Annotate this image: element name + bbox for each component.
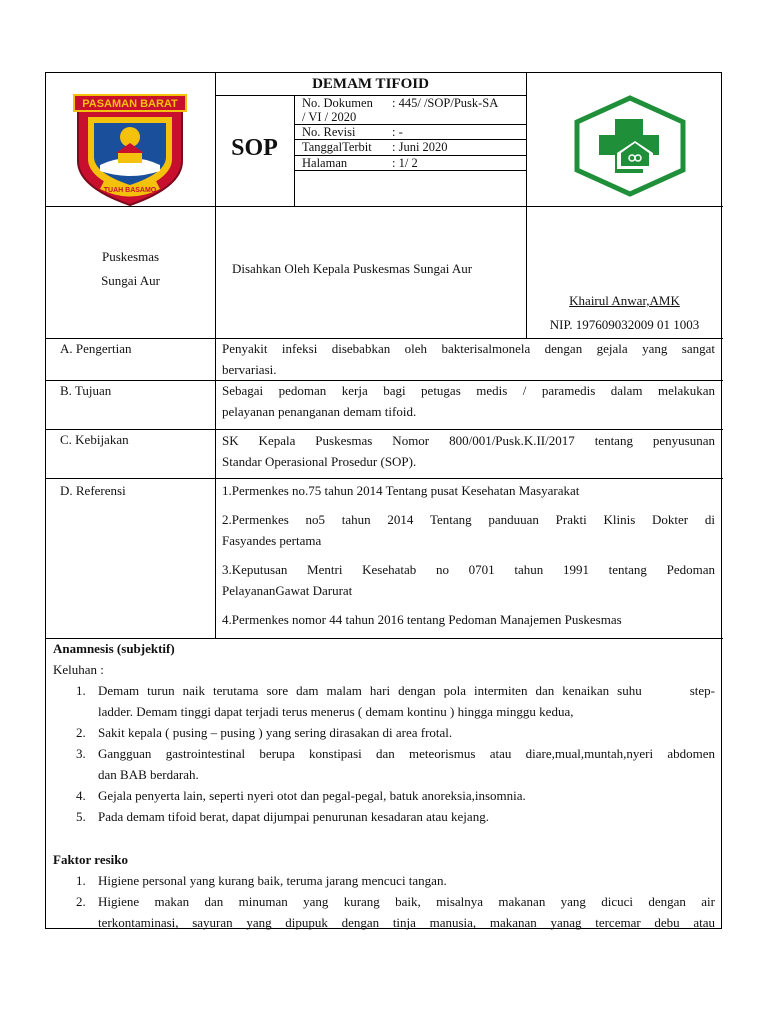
signer-nip: NIP. 197609032009 01 1003 bbox=[549, 317, 700, 332]
list-item bbox=[53, 743, 715, 785]
revision-value: : - bbox=[392, 125, 403, 139]
section-label-pengertian: A. Pengertian bbox=[60, 341, 132, 356]
page-label: Halaman bbox=[302, 156, 348, 170]
list-number: 1. bbox=[76, 873, 86, 888]
org-name-line2: Sungai Aur bbox=[101, 273, 160, 288]
list-number: 2. bbox=[76, 725, 86, 740]
pengertian-line: Penyakit infeksi disebabkan oleh bakterisalmonela dengan gejala yang sangat bbox=[222, 341, 715, 356]
referensi-item: PelayananGawat Darurat bbox=[222, 583, 353, 598]
faktor-list bbox=[53, 870, 715, 933]
org-name-line1: Puskesmas bbox=[101, 249, 160, 264]
referensi-item: 1.Permenkes no.75 tahun 2014 Tentang pusat Kesehatan Masyarakat bbox=[222, 483, 580, 498]
section-text-pengertian bbox=[222, 338, 715, 380]
list-item bbox=[53, 680, 715, 722]
logo-text-bottom: TUAH BASAMO bbox=[103, 187, 157, 194]
puskesmas-logo bbox=[573, 95, 687, 197]
list-item bbox=[53, 870, 715, 891]
document-title: DEMAM TIFOID bbox=[312, 76, 429, 92]
list-number: 2. bbox=[76, 894, 86, 909]
list-number: 3. bbox=[76, 746, 86, 761]
issued-date-value: : Juni 2020 bbox=[392, 140, 448, 154]
list-line: Higiene makan dan minuman yang kurang baik, misalnya makanan yang dicuci dengan air bbox=[98, 894, 715, 909]
anamnesis-heading: Anamnesis (subjektif) bbox=[53, 641, 175, 656]
revision-label: No. Revisi bbox=[302, 125, 356, 139]
list-item bbox=[53, 722, 715, 743]
kebijakan-line: SK Kepala Puskesmas Nomor 800/001/Pusk.K.II/2017 tentang penyusunan bbox=[222, 433, 715, 448]
doc-number-value: : 445/ /SOP/Pusk-SA bbox=[392, 96, 499, 110]
list-item bbox=[53, 806, 715, 827]
keluhan-label: Keluhan : bbox=[53, 662, 104, 677]
doc-number-value-cont: / VI / 2020 bbox=[302, 110, 357, 124]
list-line: Sakit kepala ( pusing – pusing ) yang sering dirasakan di area frotal. bbox=[98, 725, 453, 740]
list-item bbox=[53, 891, 715, 933]
pengertian-line: bervariasi. bbox=[222, 362, 277, 377]
list-number: 1. bbox=[76, 683, 86, 698]
pasaman-barat-logo bbox=[72, 91, 188, 207]
tujuan-line: Sebagai pedoman kerja bagi petugas medis / paramedis dalam melakukan bbox=[222, 383, 715, 398]
list-line: terkontaminasi, sayuran yang dipupuk dengan tinja manusia, makanan yanag tercemar debu atau bbox=[98, 915, 715, 930]
section-label-tujuan: B. Tujuan bbox=[60, 383, 112, 398]
referensi-item: 2.Permenkes no5 tahun 2014 Tentang panduuan Prakti Klinis Dokter di bbox=[222, 512, 715, 527]
approved-by: Disahkan Oleh Kepala Puskesmas Sungai Aur bbox=[232, 261, 473, 276]
list-item bbox=[53, 785, 715, 806]
section-text-referensi bbox=[222, 480, 715, 630]
section-text-kebijakan bbox=[222, 430, 715, 472]
keluhan-list bbox=[53, 680, 715, 827]
section-text-tujuan bbox=[222, 380, 715, 422]
issued-date-label: TanggalTerbit bbox=[302, 140, 372, 154]
signer-name: Khairul Anwar,AMK bbox=[569, 293, 680, 308]
page-value: : 1/ 2 bbox=[392, 156, 418, 170]
doc-number-label: No. Dokumen bbox=[302, 96, 373, 110]
list-number: 5. bbox=[76, 809, 86, 824]
list-line: Pada demam tifoid berat, dapat dijumpai penurunan kesadaran atau kejang. bbox=[98, 809, 489, 824]
sop-label: SOP bbox=[231, 135, 278, 161]
tujuan-line: pelayanan penanganan demam tifoid. bbox=[222, 404, 417, 419]
referensi-item: 4.Permenkes nomor 44 tahun 2016 tentang Pedoman Manajemen Puskesmas bbox=[222, 612, 622, 627]
list-line: Gangguan gastrointestinal berupa konstipasi dan meteorismus atau diare,mual,muntah,nyeri abdomen bbox=[98, 746, 715, 761]
referensi-item: 3.Keputusan Mentri Kesehatab no 0701 tahun 1991 tentang Pedoman bbox=[222, 562, 715, 577]
logo-text-top: PASAMAN BARAT bbox=[82, 98, 178, 110]
sop-document bbox=[45, 72, 722, 929]
list-number: 4. bbox=[76, 788, 86, 803]
list-line: ladder. Demam tinggi dapat terjadi terus menerus ( demam kontinu ) hingga minggu kedua, bbox=[98, 704, 574, 719]
faktor-heading: Faktor resiko bbox=[53, 852, 128, 867]
section-label-referensi: D. Referensi bbox=[60, 483, 126, 498]
list-line: Higiene personal yang kurang baik, teruma jarang mencuci tangan. bbox=[98, 873, 447, 888]
list-line: Demam turun naik terutama sore dam malam hari dengan pola intermiten dan kenaikan suhu step- bbox=[98, 683, 715, 698]
referensi-item: Fasyandes pertama bbox=[222, 533, 322, 548]
kebijakan-line: Standar Operasional Prosedur (SOP). bbox=[222, 454, 417, 469]
list-line: Gejala penyerta lain, seperti nyeri otot dan pegal-pegal, batuk anoreksia,insomnia. bbox=[98, 788, 526, 803]
list-line: dan BAB berdarah. bbox=[98, 767, 199, 782]
section-label-kebijakan: C. Kebijakan bbox=[60, 432, 129, 447]
